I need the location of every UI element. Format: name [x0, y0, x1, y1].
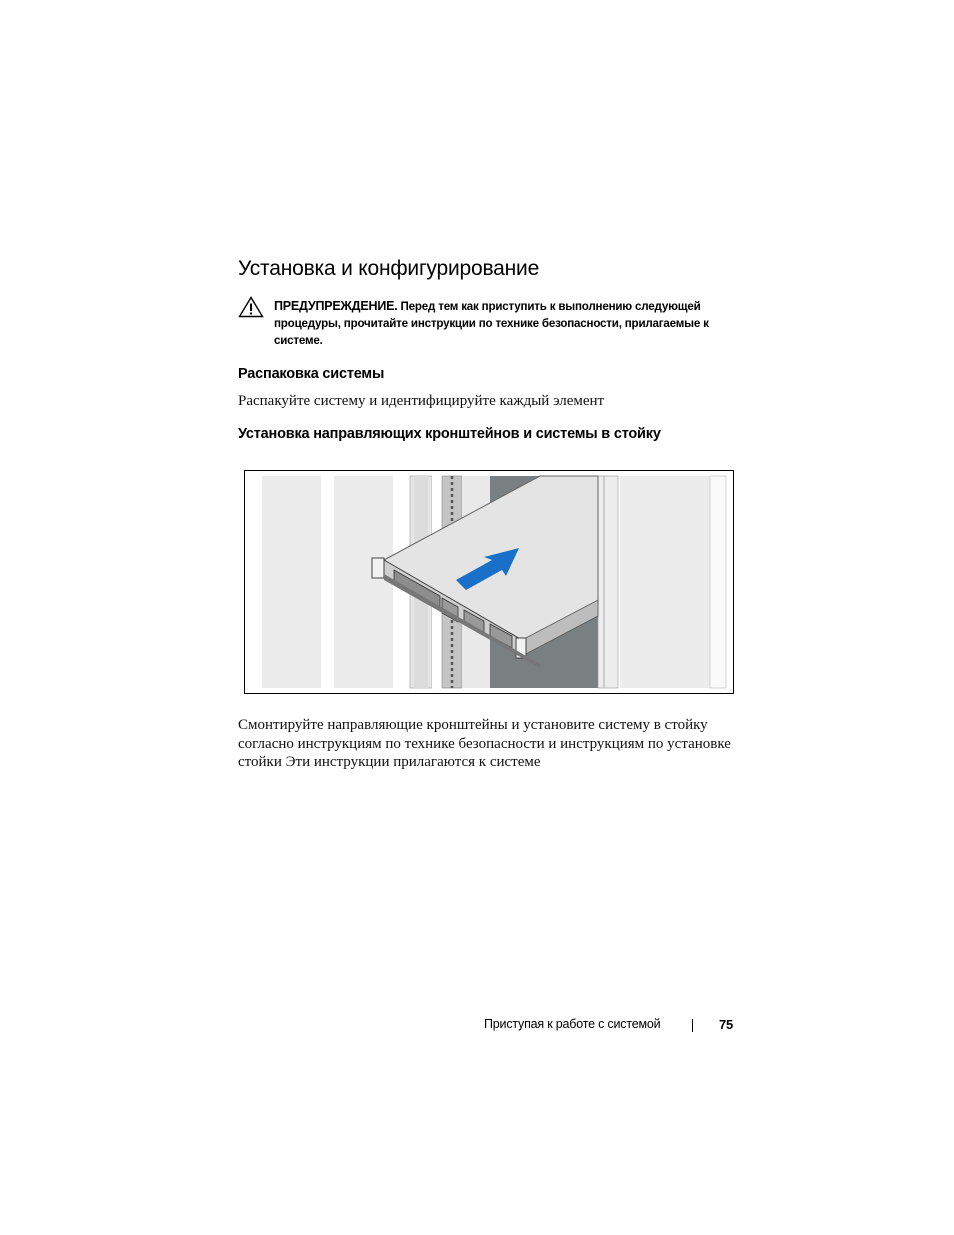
page-number: 75 — [719, 1017, 734, 1032]
warning-note — [274, 298, 744, 349]
section-heading: Установка и конфигурирование — [238, 257, 540, 280]
rack-install-text: Смонтируйте направляющие кронштейны и установите систему в стойку согласно инструкциям по технике безопасности и инструкциям по установке стойки Эти инструкции прилагаются к системе — [238, 717, 731, 770]
warning-label: ПРЕДУПРЕЖДЕНИЕ. — [274, 299, 398, 313]
rack-install-heading: Установка направляющих кронштейнов и системы в стойку — [238, 426, 661, 442]
warning-text: Перед тем как приступить к выполнению следующей процедуры, прочитайте инструкции по технике безопасности, прилагаемые к системе. — [274, 300, 709, 347]
unpack-heading: Распаковка системы — [238, 366, 385, 382]
footer-divider — [692, 1019, 693, 1032]
unpack-text: Распакуйте систему и идентифицируйте каждый элемент — [238, 393, 605, 409]
footer-chapter-title: Приступая к работе с системой — [484, 1017, 661, 1031]
warning-triangle-icon — [238, 296, 264, 318]
server-rack-install-illustration — [244, 470, 734, 694]
